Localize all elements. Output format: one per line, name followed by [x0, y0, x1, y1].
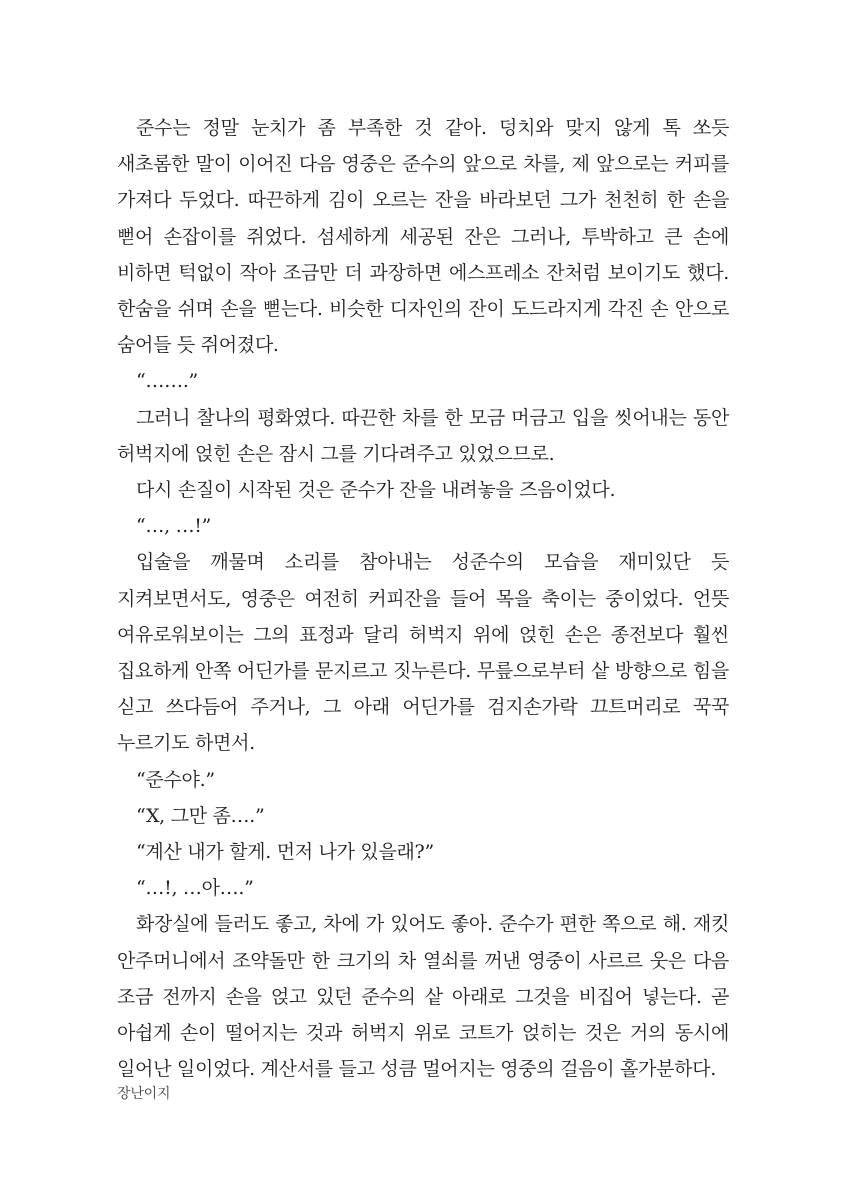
dialogue-line-3: “준수야.”: [136, 768, 215, 791]
dialogue-line-1: “…….”: [136, 370, 198, 393]
paragraph-4: 입술을 깨물며 소리를 참아내는 성준수의 모습을 재미있단 듯 지켜보면서도, 영중은 여전히 커피잔을 들어 목을 축이는 중이었다. 언뜻 여유로워보이는 그의 표정과 달리 허벅지 위에 얹힌 손은 종전보다 훨씬 집요하게 안쪽 어딘가를 문지르고 짓누른다. 무릎으로부터 샅 방향으로 힘을 싣고 쓰다듬어 주거나, 그 아래 어딘가를 검지손가락 끄트머리로 꾹꾹 누르기도 하면서.: [117, 551, 729, 755]
dialogue-line-5: “계산 내가 할게. 먼저 나가 있을래?”: [136, 841, 434, 864]
dialogue-line-4: “X, 그만 좀….”: [136, 804, 265, 827]
paragraph-2: 그러니 찰나의 평화였다. 따끈한 차를 한 모금 머금고 입을 씻어내는 동안 허벅지에 얹힌 손은 잠시 그를 기다려주고 있었으므로.: [117, 406, 729, 465]
dialogue-line-6: “…!, …아….”: [136, 877, 254, 900]
body-text: [117, 110, 729, 1087]
paragraph-3: 다시 손질이 시작된 것은 준수가 잔을 내려놓을 즈음이었다.: [136, 479, 616, 502]
footer-book-title: 장난이지: [117, 1086, 171, 1102]
dialogue-line-2: “…, …!”: [136, 515, 212, 538]
paragraph-5: 화장실에 들러도 좋고, 차에 가 있어도 좋아. 준수가 편한 쪽으로 해. 재킷 안주머니에서 조약돌만 한 크기의 차 열쇠를 꺼낸 영중이 사르르 웃은 다음 조금 전까지 손을 얹고 있던 준수의 샅 아래로 그것을 비집어 넣는다. 곧 아쉽게 손이 떨어지는 것과 허벅지 위로 코트가 얹히는 것은 거의 동시에 일어난 일이었다. 계산서를 들고 성큼 멀어지는 영중의 걸음이 홀가분하다.: [117, 913, 729, 1081]
paragraph-1: 준수는 정말 눈치가 좀 부족한 것 같아. 덩치와 맞지 않게 톡 쏘듯 새초롬한 말이 이어진 다음 영중은 준수의 앞으로 차를, 제 앞으로는 커피를 가져다 두었다. 따끈하게 김이 오르는 잔을 바라보던 그가 천천히 한 손을 뻗어 손잡이를 쥐었다. 섬세하게 세공된 잔은 그러나, 투박하고 큰 손에 비하면 턱없이 작아 조금만 더 과장하면 에스프레소 잔처럼 보이기도 했다. 한숨을 쉬며 손을 뻗는다. 비슷한 디자인의 잔이 도드라지게 각진 손 안으로 숨어들 듯 쥐어졌다.: [117, 117, 729, 357]
